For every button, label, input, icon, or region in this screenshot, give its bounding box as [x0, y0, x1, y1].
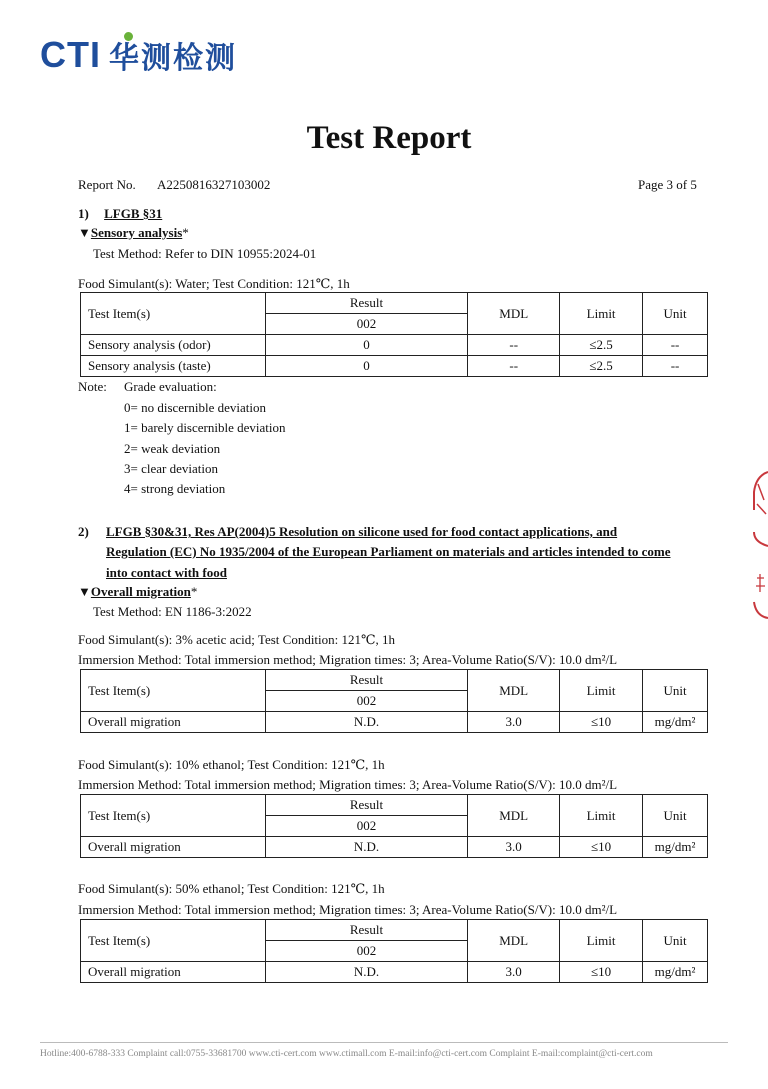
migration-subheading — [78, 584, 197, 600]
block3-condition: Food Simulant(s): 50% ethanol; Test Condition: 121℃, 1h — [78, 881, 385, 896]
note-line: 4= strong deviation — [124, 481, 226, 496]
report-no-label: Report No. — [78, 177, 136, 192]
migration-table-acetic — [80, 669, 708, 733]
cell-item: Sensory analysis (odor) — [81, 335, 266, 356]
header-unit: Unit — [643, 795, 708, 837]
cell-unit: mg/dm² — [643, 962, 708, 983]
cell-result: 0 — [265, 335, 468, 356]
report-number — [78, 177, 270, 193]
section2-title-line: Regulation (EC) No 1935/2004 of the European Parliament on materials and articles intended to come — [106, 544, 671, 559]
note-line: 1= barely discernible deviation — [124, 420, 286, 435]
logo-dot-icon — [124, 32, 133, 41]
section2-title-line: into contact with food — [106, 565, 227, 580]
table-row — [81, 837, 708, 858]
block2-condition: Food Simulant(s): 10% ethanol; Test Condition: 121℃, 1h — [78, 757, 385, 772]
cell-limit: ≤2.5 — [560, 335, 643, 356]
cell-unit: -- — [643, 335, 708, 356]
cell-unit: mg/dm² — [643, 837, 708, 858]
header-test-item: Test Item(s) — [81, 670, 266, 712]
cell-result: N.D. — [265, 712, 468, 733]
header-sample-id: 002 — [265, 691, 468, 712]
cell-limit: ≤2.5 — [560, 356, 643, 377]
header-mdl: MDL — [468, 795, 560, 837]
header-result: Result — [265, 795, 468, 816]
block1-condition: Food Simulant(s): 3% acetic acid; Test Condition: 121℃, 1h — [78, 632, 396, 647]
logo-chinese: 华测检测 — [109, 41, 237, 76]
cell-unit: mg/dm² — [643, 712, 708, 733]
asterisk: * — [190, 584, 198, 599]
asterisk: * — [182, 225, 189, 240]
section1-condition: Food Simulant(s): Water; Test Condition: 121℃, 1h — [78, 276, 350, 291]
header-test-item: Test Item(s) — [81, 293, 266, 335]
section2-number: 2) — [78, 524, 89, 539]
section1-title: LFGB §31 — [104, 206, 163, 221]
cell-unit: -- — [643, 356, 708, 377]
header-test-item: Test Item(s) — [81, 795, 266, 837]
header-limit: Limit — [560, 795, 643, 837]
document-title: Test Report — [306, 120, 472, 156]
triangle-down-icon: ▼ — [78, 584, 91, 599]
section1-test-method: Test Method: Refer to DIN 10955:2024-01 — [93, 246, 317, 261]
table-row — [81, 356, 708, 377]
header-result: Result — [265, 920, 468, 941]
triangle-down-icon: ▼ — [78, 225, 91, 240]
header-result: Result — [265, 670, 468, 691]
note-line: 3= clear deviation — [124, 461, 218, 476]
company-logo — [40, 33, 237, 77]
header-mdl: MDL — [468, 920, 560, 962]
section2-test-method: Test Method: EN 1186-3:2022 — [93, 604, 252, 619]
header-result: Result — [265, 293, 468, 314]
cell-result: N.D. — [265, 962, 468, 983]
sensory-result-table — [80, 292, 708, 377]
header-test-item: Test Item(s) — [81, 920, 266, 962]
header-sample-id: 002 — [265, 941, 468, 962]
page-indicator: Page 3 of 5 — [638, 177, 697, 192]
migration-table-ethanol-10 — [80, 794, 708, 858]
header-sample-id: 002 — [265, 816, 468, 837]
header-mdl: MDL — [468, 670, 560, 712]
cell-mdl: -- — [468, 356, 560, 377]
cell-item: Sensory analysis (taste) — [81, 356, 266, 377]
section2-title-line: LFGB §30&31, Res AP(2004)5 Resolution on silicone used for food contact applications, and — [106, 524, 618, 539]
block1-immersion: Immersion Method: Total immersion method; Migration times: 3; Area-Volume Ratio(S/V): 10.0 dm²/L — [78, 652, 618, 667]
block2-immersion: Immersion Method: Total immersion method; Migration times: 3; Area-Volume Ratio(S/V): 10.0 dm²/L — [78, 777, 618, 792]
cell-mdl: 3.0 — [468, 962, 560, 983]
table-row — [81, 335, 708, 356]
partial-seal-stamp — [752, 470, 768, 620]
note-title: Grade evaluation: — [124, 379, 217, 394]
note-line: 2= weak deviation — [124, 441, 221, 456]
cell-item: Overall migration — [81, 712, 266, 733]
logo-latin: CTI — [40, 34, 101, 75]
cell-result: 0 — [265, 356, 468, 377]
header-limit: Limit — [560, 920, 643, 962]
cell-item: Overall migration — [81, 837, 266, 858]
header-unit: Unit — [643, 670, 708, 712]
note-line: 0= no discernible deviation — [124, 400, 266, 415]
header-unit: Unit — [643, 293, 708, 335]
migration-subtitle: Overall migration — [90, 584, 191, 599]
cell-result: N.D. — [265, 837, 468, 858]
cell-limit: ≤10 — [560, 837, 643, 858]
table-row — [81, 962, 708, 983]
cell-item: Overall migration — [81, 962, 266, 983]
cell-mdl: 3.0 — [468, 837, 560, 858]
cell-mdl: -- — [468, 335, 560, 356]
header-limit: Limit — [560, 670, 643, 712]
cell-limit: ≤10 — [560, 962, 643, 983]
header-sample-id: 002 — [265, 314, 468, 335]
header-mdl: MDL — [468, 293, 560, 335]
table-row — [81, 712, 708, 733]
sensory-subheading — [78, 225, 189, 241]
header-unit: Unit — [643, 920, 708, 962]
report-no-value: A2250816327103002 — [157, 177, 271, 192]
cell-mdl: 3.0 — [468, 712, 560, 733]
footer-contact: Hotline:400-6788-333 Complaint call:0755-33681700 www.cti-cert.com www.ctimall.com E-mail:info@cti-cert.com Complaint E-mail:complaint@cti-cert.com — [40, 1049, 653, 1059]
section1-heading — [78, 206, 162, 222]
block3-immersion: Immersion Method: Total immersion method; Migration times: 3; Area-Volume Ratio(S/V): 10.0 dm²/L — [78, 902, 618, 917]
note-label: Note: — [78, 379, 107, 394]
footer-divider — [40, 1042, 728, 1043]
migration-table-ethanol-50 — [80, 919, 708, 983]
cell-limit: ≤10 — [560, 712, 643, 733]
section1-number: 1) — [78, 206, 89, 221]
sensory-subtitle: Sensory analysis — [90, 225, 183, 240]
header-limit: Limit — [560, 293, 643, 335]
